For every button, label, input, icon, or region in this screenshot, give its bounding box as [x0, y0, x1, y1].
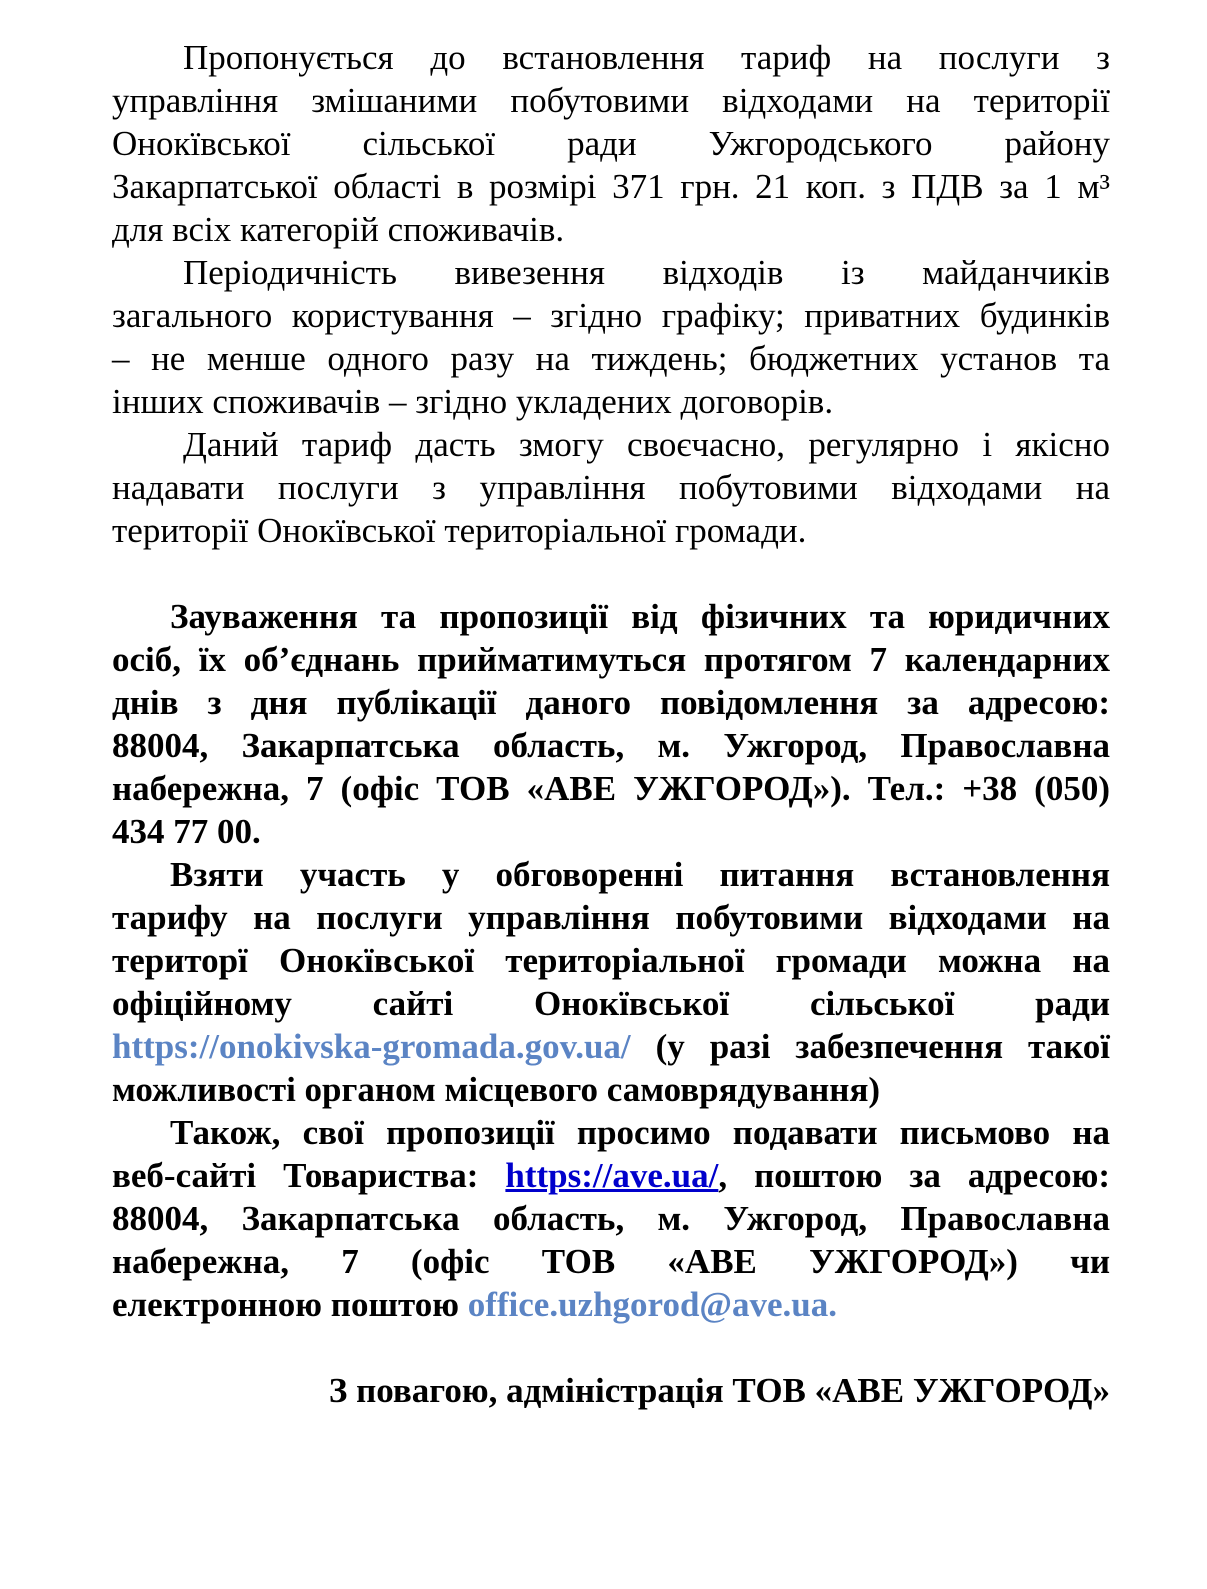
- text-line: осіб, їх об’єднань прийматимуться протягом 7 календарних: [112, 640, 1110, 679]
- gromada-website-link[interactable]: https://onokivska-gromada.gov.ua/: [112, 1027, 631, 1066]
- signature: З повагою, адміністрація ТОВ «АВЕ УЖГОРОД»: [328, 1371, 1110, 1410]
- text-line: для всіх категорій споживачів.: [112, 210, 565, 249]
- text-line: можливості органом місцевого самоврядування): [112, 1070, 881, 1109]
- text-line: набережна, 7 (офіс ТОВ «АВЕ УЖГОРОД»). Тел.: +38 (050): [112, 769, 1110, 808]
- text-line: Також, свої пропозиції просимо подавати письмово на: [170, 1113, 1110, 1152]
- text-segment: веб-сайті Товариства:: [112, 1156, 506, 1195]
- text-line: Взяти участь у обговоренні питання встановлення: [170, 855, 1110, 894]
- document-body: [112, 36, 1110, 1412]
- paragraph-benefit: [112, 423, 1110, 552]
- text-line: 88004, Закарпатська область, м. Ужгород, Православна: [112, 726, 1110, 765]
- spacer: [112, 1326, 1110, 1369]
- text-line: [112, 1283, 1110, 1326]
- text-line: днів з дня публікації даного повідомлення за адресою:: [112, 683, 1110, 722]
- text-segment: , поштою за адресою:: [718, 1156, 1110, 1195]
- text-line: набережна, 7 (офіс ТОВ «АВЕ УЖГОРОД») чи: [112, 1242, 1110, 1281]
- text-line: території Онокївської територіальної громади.: [112, 511, 807, 550]
- text-line: територї Онокївської територіальної громади можна на: [112, 941, 1110, 980]
- text-line: інших споживачів – згідно укладених договорів.: [112, 382, 834, 421]
- text-line: 434 77 00.: [112, 812, 261, 851]
- text-line: офіційному сайті Онокївської сільської ради: [112, 984, 1110, 1023]
- text-line: Зауваження та пропозиції від фізичних та юридичних: [170, 597, 1110, 636]
- paragraph-comments: [112, 595, 1110, 853]
- text-line: 88004, Закарпатська область, м. Ужгород, Православна: [112, 1199, 1110, 1238]
- text-line: Періодичність вивезення відходів із майданчиків: [183, 253, 1110, 292]
- text-line: [112, 1025, 1110, 1068]
- text-line: Даний тариф дасть змогу своєчасно, регулярно і якісно: [183, 425, 1110, 464]
- text-line: Онокївської сільської ради Ужгородського району: [112, 124, 1110, 163]
- text-line: Закарпатської області в розмірі 371 грн. 21 коп. з ПДВ за 1 м³: [112, 167, 1110, 206]
- paragraph-submissions: [112, 1111, 1110, 1326]
- text-segment: (у разі забезпечення такої: [630, 1027, 1110, 1066]
- email-link[interactable]: office.uzhgorod@ave.ua.: [467, 1285, 837, 1324]
- text-line: надавати послуги з управління побутовими відходами на: [112, 468, 1110, 507]
- text-line: – не менше одного разу на тиждень; бюджетних установ та: [112, 339, 1110, 378]
- spacer: [112, 552, 1110, 595]
- ave-website-link[interactable]: https://ave.ua/: [505, 1156, 719, 1195]
- text-line: тарифу на послуги управління побутовими відходами на: [112, 898, 1110, 937]
- text-line: загального користування – згідно графіку; приватних будинків: [112, 296, 1110, 335]
- text-segment: електронною поштою: [112, 1285, 468, 1324]
- paragraph-discussion: [112, 853, 1110, 1111]
- text-line: [112, 1154, 1110, 1197]
- text-line: управління змішаними побутовими відходами на території: [112, 81, 1110, 120]
- text-line: Пропонується до встановлення тариф на послуги з: [183, 38, 1110, 77]
- paragraph-tariff: [112, 36, 1110, 251]
- paragraph-frequency: [112, 251, 1110, 423]
